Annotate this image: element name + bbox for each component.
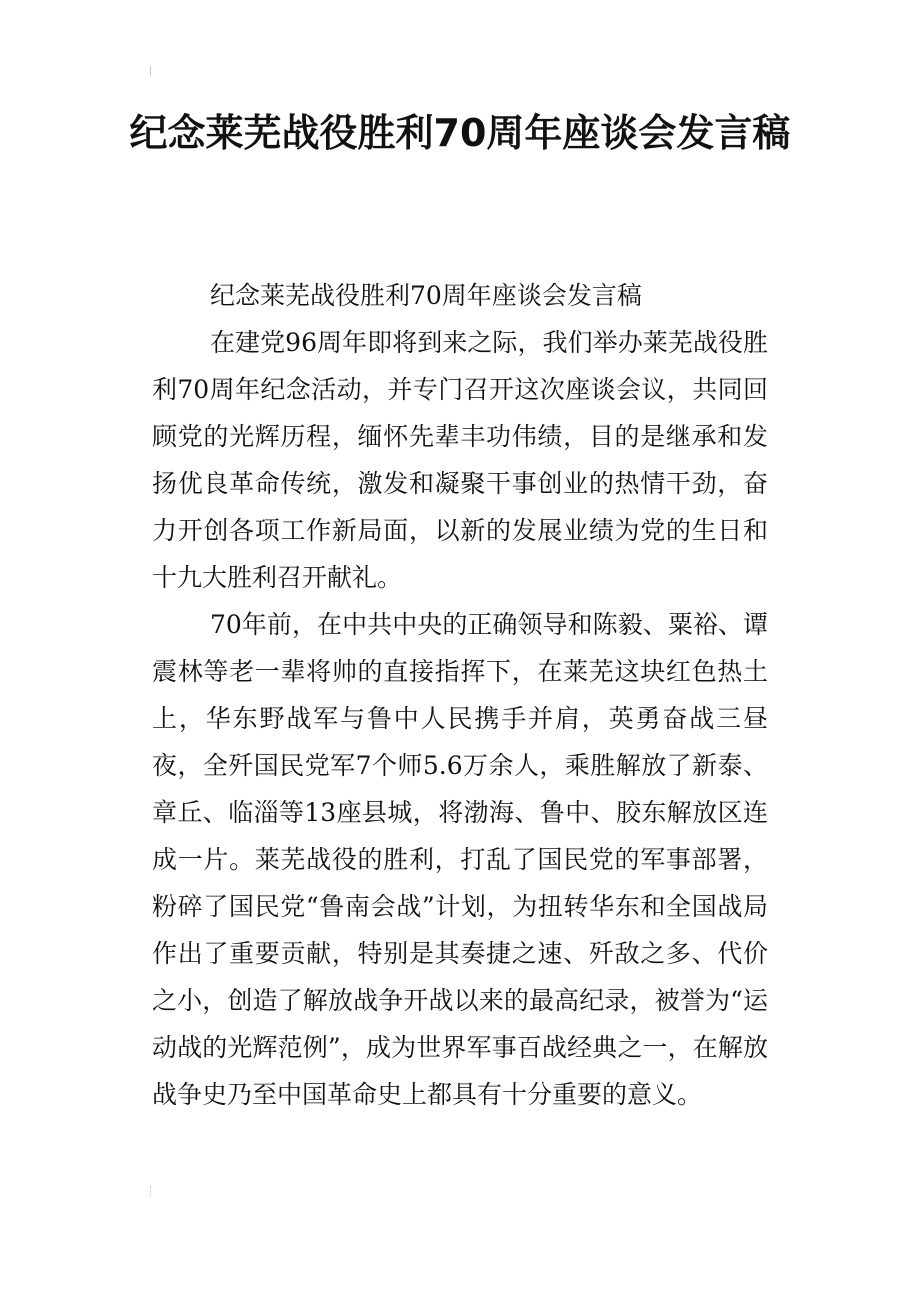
paragraph-intro: 在建党96周年即将到来之际，我们举办莱芜战役胜利70周年纪念活动，并专门召开这次座谈会议，共同回顾党的光辉历程，缅怀先辈丰功伟绩，目的是继承和发扬优良革命传统，激发和凝聚干事创业的热情干劲，奋力开创各项工作新局面，以新的发展业绩为党的生日和十九大胜利召开献礼。 [152, 328, 768, 592]
page-corner-mark-bottom [150, 1186, 157, 1196]
page-corner-mark-top [150, 66, 157, 76]
paragraph-subtitle: 纪念莱芜战役胜利70周年座谈会发言稿 [210, 281, 642, 310]
document-body [152, 272, 768, 1118]
paragraph-history: 70年前，在中共中央的正确领导和陈毅、粟裕、谭震林等老一辈将帅的直接指挥下，在莱芜这块红色热土上，华东野战军与鲁中人民携手并肩，英勇奋战三昼夜，全歼国民党军7个师5.6万余人，乘胜解放了新泰、章丘、临淄等13座县城，将渤海、鲁中、胶东解放区连成一片。莱芜战役的胜利，打乱了国民党的军事部署，粉碎了国民党“鲁南会战”计划，为扭转华东和全国战局作出了重要贡献，特别是其奏捷之速、歼敌之多、代价之小，创造了解放战争开战以来的最高纪录，被誉为“运动战的光辉范例”，成为世界军事百战经典之一，在解放战争史乃至中国革命史上都具有十分重要的意义。 [152, 610, 768, 1109]
document-title: 纪念莱芜战役胜利70周年座谈会发言稿 [129, 111, 791, 155]
